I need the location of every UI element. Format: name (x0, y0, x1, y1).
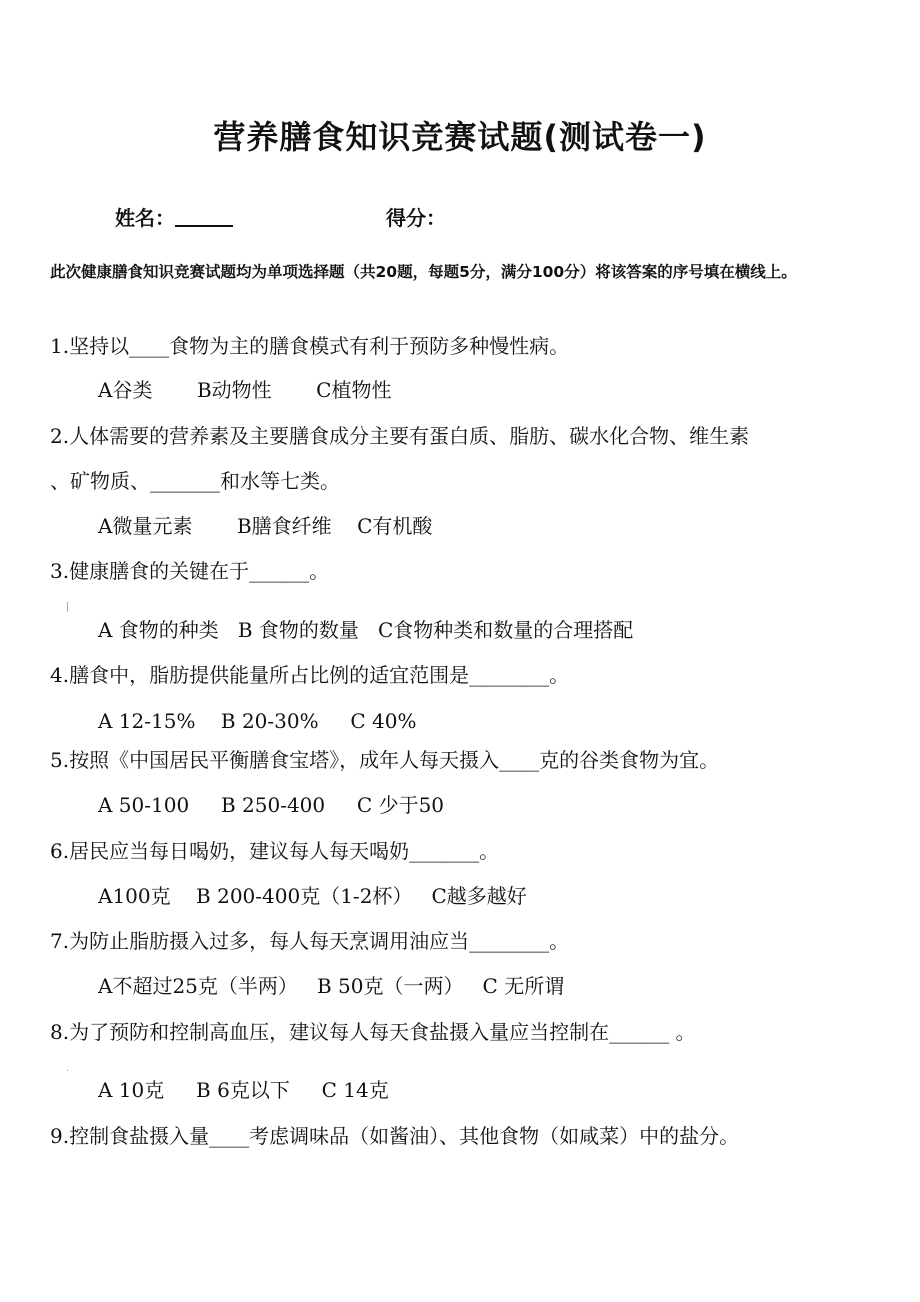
options-5: A 50-100 B 250-400 C 少于50 (98, 793, 445, 817)
options-3: A 食物的种类 B 食物的数量 C食物种类和数量的合理搭配 (98, 618, 634, 642)
options-1: A谷类 B动物性 C植物性 (98, 378, 392, 402)
options-7: A不超过25克（半两） B 50克（一两） C 无所谓 (98, 974, 565, 998)
question-4: 4.膳食中，脂肪提供能量所占比例的适宜范围是________。 (50, 663, 570, 687)
options-6: A100克 B 200-400克（1-2杯） C越多越好 (98, 884, 527, 908)
options-4: A 12-15% B 20-30% C 40% (98, 709, 417, 733)
question-7: 7.为防止脂肪摄入过多，每人每天烹调用油应当________。 (50, 929, 570, 953)
question-8: 8.为了预防和控制高血压，建议每人每天食盐摄入量应当控制在______ 。 (50, 1020, 696, 1044)
options-2: A微量元素 B膳食纤维 C有机酸 (98, 514, 433, 538)
question-9: 9.控制食盐摄入量____考虑调味品（如酱油）、其他食物（如咸菜）中的盐分。 (50, 1124, 740, 1148)
score-field (386, 202, 446, 231)
question-3: 3.健康膳食的关键在于______。 (50, 559, 330, 583)
question-2-line-2: 、矿物质、_______和水等七类。 (50, 469, 340, 493)
page-title: 营养膳食知识竞赛试题(测试卷一) (213, 118, 707, 156)
options-8: A 10克 B 6克以下 C 14克 (98, 1078, 389, 1102)
question-5: 5.按照《中国居民平衡膳食宝塔》，成年人每天摄入____克的谷类食物为宜。 (50, 748, 720, 772)
name-label: 姓名： (115, 206, 175, 230)
question-6: 6.居民应当每日喝奶，建议每人每天喝奶_______。 (50, 839, 500, 863)
question-1: 1.坚持以____食物为主的膳食模式有利于预防多种慢性病。 (50, 334, 570, 358)
score-label: 得分： (386, 206, 446, 230)
scan-mark: | (66, 602, 70, 612)
scan-mark: . (66, 1064, 69, 1074)
instructions: 此次健康膳食知识竞赛试题均为单项选择题（共20题，每题5分，满分100分）将该答案的序号填在横线上。 (50, 263, 797, 281)
name-blank[interactable] (175, 209, 233, 227)
question-2-line-1: 2.人体需要的营养素及主要膳食成分主要有蛋白质、脂肪、碳水化合物、维生素 (50, 424, 750, 448)
name-field (115, 202, 233, 231)
